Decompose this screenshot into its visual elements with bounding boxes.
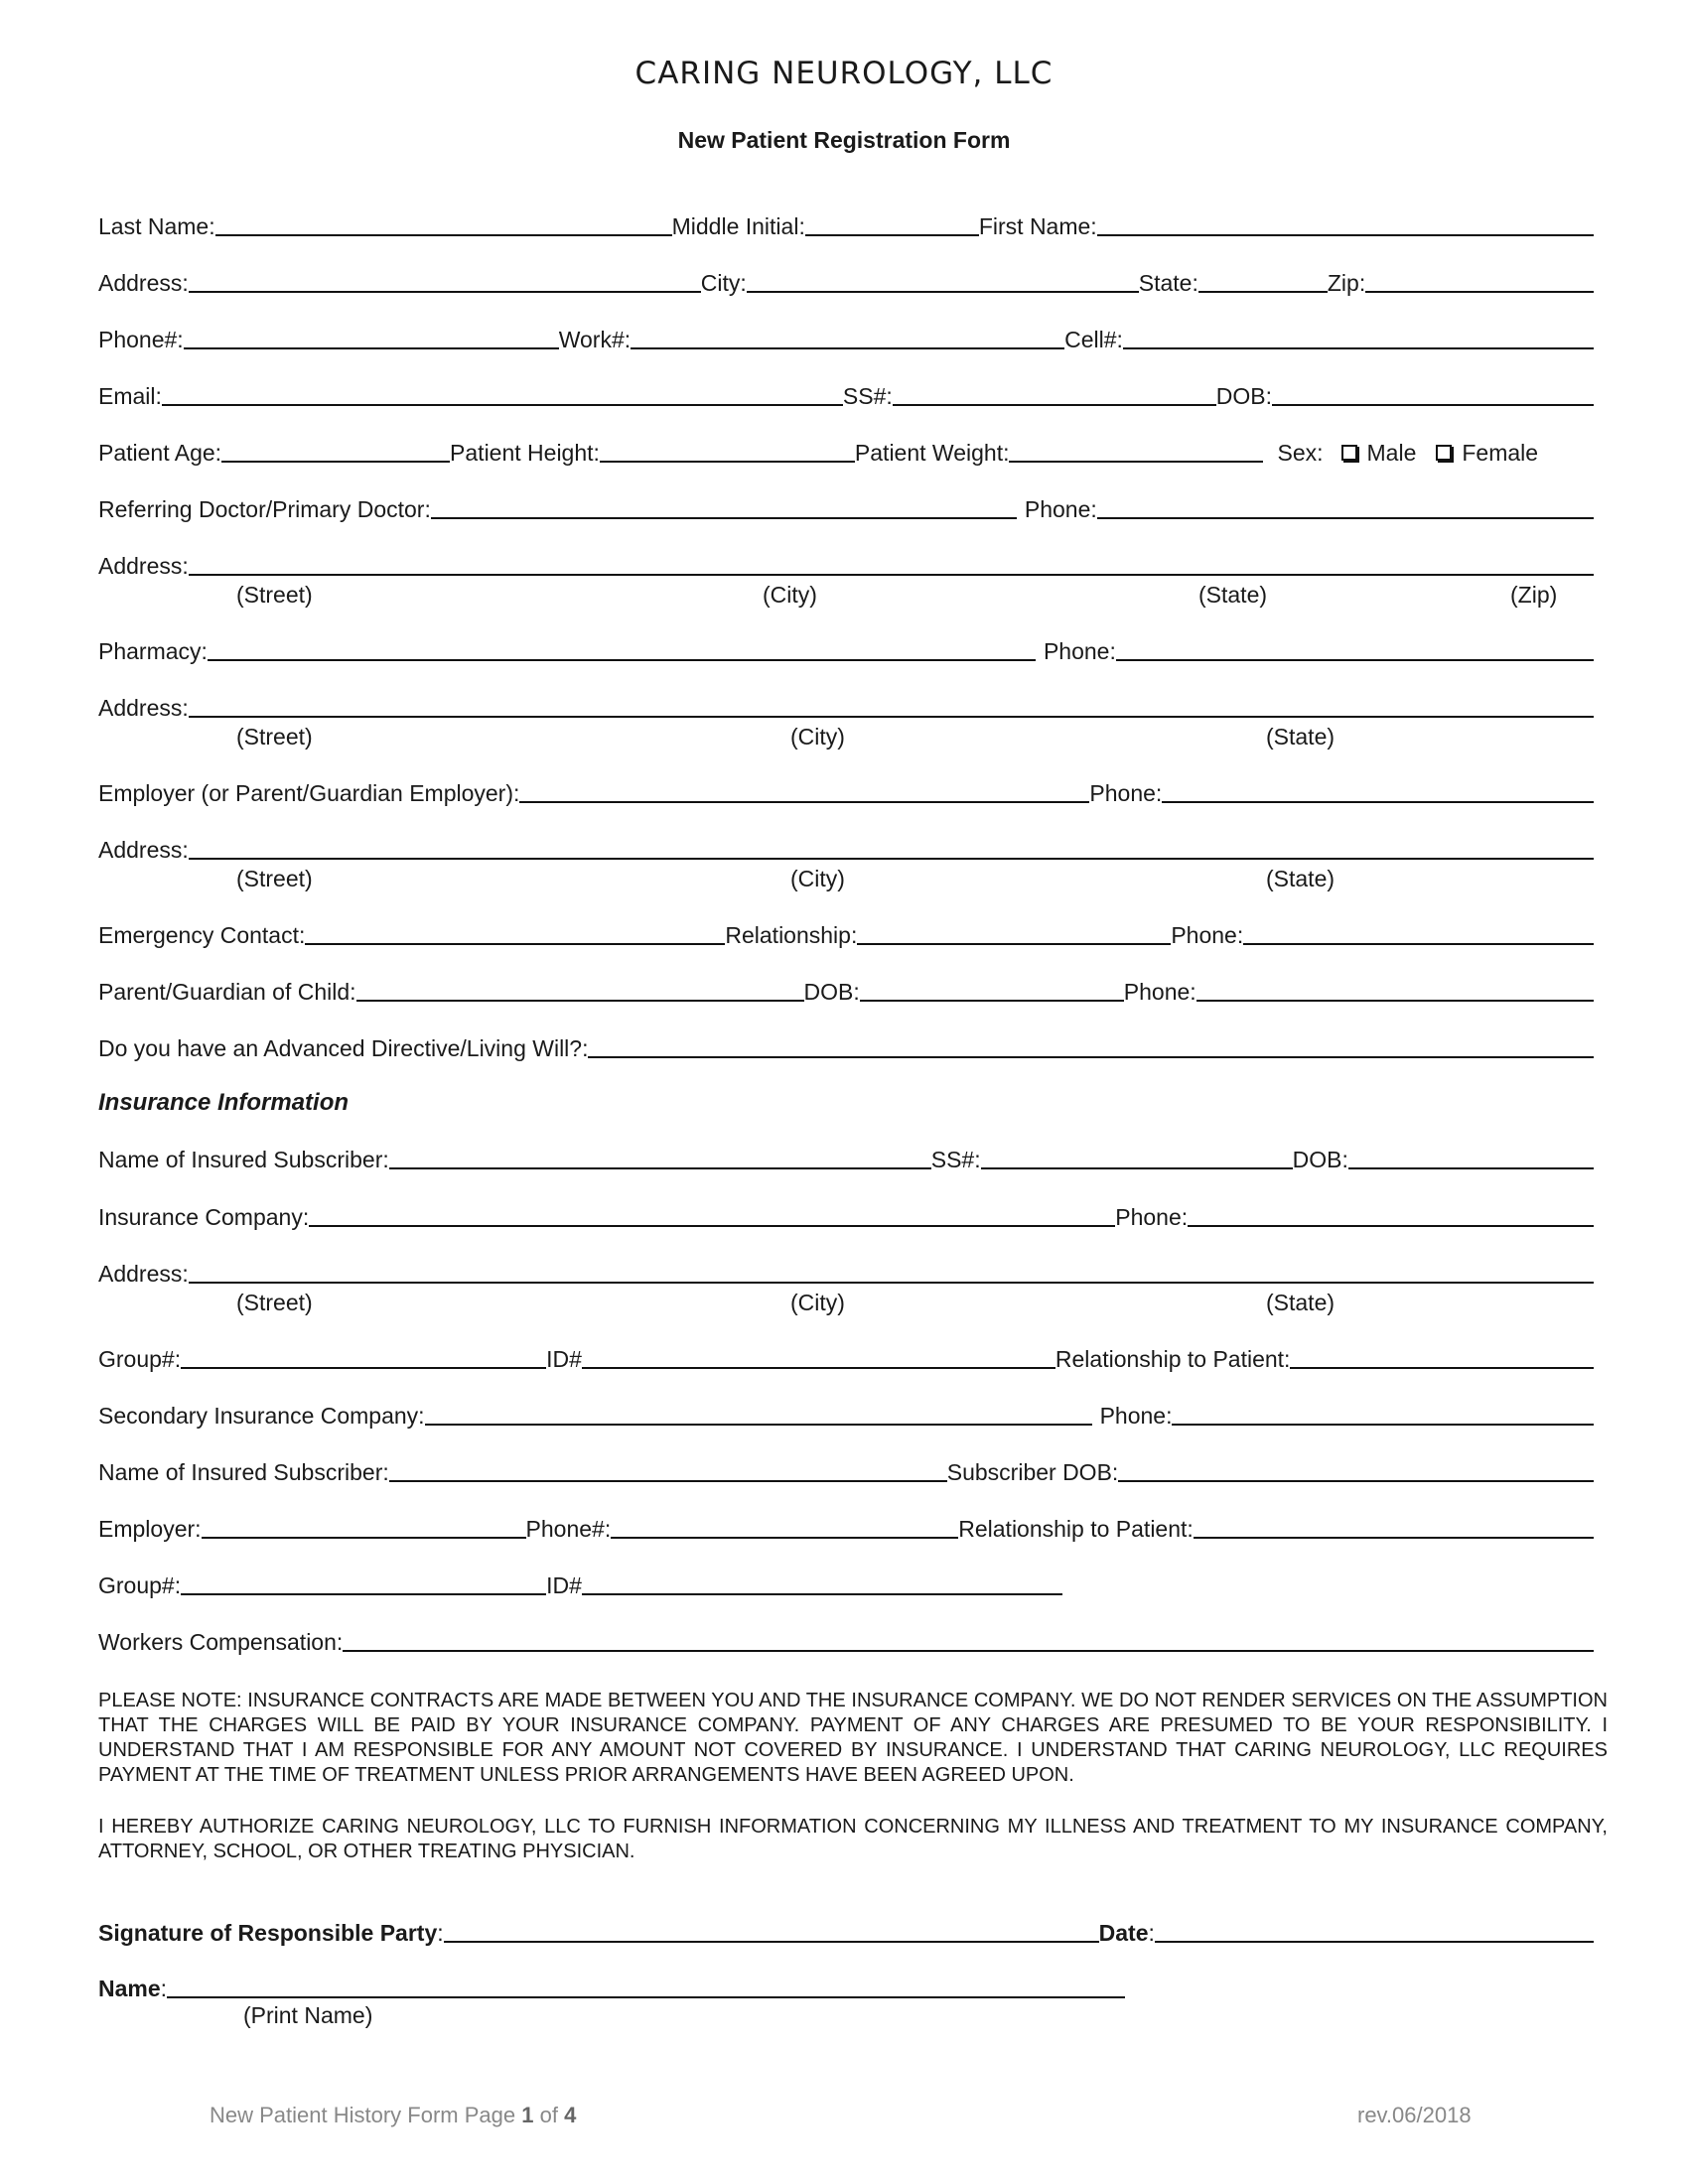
secondary-employer-phone-field[interactable] <box>611 1537 958 1539</box>
pharmacy-address-row <box>98 693 1594 721</box>
secondary-employer-phone-label: Phone#: <box>525 1516 612 1542</box>
insurance-address-label: Address: <box>98 1261 189 1287</box>
cell-field[interactable] <box>1123 347 1594 349</box>
male-checkbox[interactable] <box>1341 445 1357 461</box>
address-label: Address: <box>98 270 189 296</box>
phone-row <box>98 325 1594 352</box>
name-colon: : <box>160 1976 168 2001</box>
directive-label: Do you have an Advanced Directive/Living Will?: <box>98 1035 589 1061</box>
employer-row <box>98 778 1594 806</box>
organization-name: CARING NEUROLOGY, LLC <box>634 56 1054 91</box>
workers-comp-field[interactable] <box>343 1650 1594 1652</box>
cell-label: Cell#: <box>1064 327 1123 352</box>
page-footer <box>210 2103 576 2128</box>
insurance-state-caption: (State) <box>1266 1290 1336 1315</box>
ss-field[interactable] <box>893 404 1216 406</box>
secondary-employer-label: Employer: <box>98 1516 202 1542</box>
secondary-phone-field[interactable] <box>1172 1424 1594 1426</box>
guardian-label: Parent/Guardian of Child: <box>98 979 356 1005</box>
secondary-relationship-label: Relationship to Patient: <box>958 1516 1194 1542</box>
subscriber-dob-label: Subscriber DOB: <box>946 1459 1119 1485</box>
height-field[interactable] <box>600 461 855 463</box>
secondary-group-label: Group#: <box>98 1572 182 1598</box>
secondary-subscriber-label: Name of Insured Subscriber: <box>98 1459 389 1485</box>
email-label: Email: <box>98 383 162 409</box>
insured-dob-field[interactable] <box>1348 1167 1594 1169</box>
employer-label: Employer (or Parent/Guardian Employer): <box>98 780 520 806</box>
guardian-row <box>98 977 1594 1005</box>
guardian-dob-label: DOB: <box>803 979 860 1005</box>
referring-address-label: Address: <box>98 553 189 579</box>
date-colon: : <box>1148 1920 1155 1946</box>
date-field[interactable] <box>1155 1941 1594 1943</box>
date-label: Date <box>1098 1920 1149 1946</box>
insured-subscriber-label: Name of Insured Subscriber: <box>98 1147 389 1172</box>
city-label: City: <box>700 270 747 296</box>
insurance-company-row <box>98 1202 1594 1230</box>
id-label: ID# <box>546 1346 582 1372</box>
zip-label: Zip: <box>1327 270 1366 296</box>
employer-field[interactable] <box>519 801 1089 803</box>
secondary-subscriber-field[interactable] <box>389 1480 947 1482</box>
insurance-company-label: Insurance Company: <box>98 1204 310 1230</box>
group-field[interactable] <box>181 1367 546 1369</box>
referring-city-caption: (City) <box>763 582 817 608</box>
id-field[interactable] <box>582 1367 1055 1369</box>
email-row <box>98 381 1594 409</box>
referring-address-row <box>98 551 1594 579</box>
group-label: Group#: <box>98 1346 182 1372</box>
sex-label: Sex: <box>1277 440 1324 466</box>
referring-phone-label: Phone: <box>1024 496 1097 522</box>
dob-label: DOB: <box>1215 383 1273 409</box>
employer-address-row <box>98 835 1594 863</box>
secondary-id-label: ID# <box>546 1572 582 1598</box>
male-label: Male <box>1366 440 1417 466</box>
subscriber-dob-field[interactable] <box>1118 1480 1594 1482</box>
name-label: Name <box>98 1976 161 2001</box>
guardian-phone-field[interactable] <box>1196 1000 1594 1002</box>
height-label: Patient Height: <box>450 440 600 466</box>
address-row <box>98 268 1594 296</box>
insurance-street-caption: (Street) <box>236 1290 313 1315</box>
pharmacy-address-label: Address: <box>98 695 189 721</box>
insurance-heading: Insurance Information <box>98 1089 350 1116</box>
footer-of: of <box>533 2103 565 2127</box>
employer-phone-label: Phone: <box>1089 780 1163 806</box>
insured-subscriber-field[interactable] <box>389 1167 931 1169</box>
revision-label: rev.06/2018 <box>1357 2103 1472 2127</box>
insurance-phone-field[interactable] <box>1188 1225 1594 1227</box>
please-note-notice: PLEASE NOTE: INSURANCE CONTRACTS ARE MADE BETWEEN YOU AND THE INSURANCE COMPANY. WE DO NOT RENDER SERVICES ON THE ASSUMPTION THAT THE CHARGES WILL BE PAID BY YOUR INSURANCE COMPANY. PAYMENT OF ANY CHARGES ARE PRESUMED TO BE YOUR RESPONSIBILITY. I UNDERSTAND THAT I AM RESPONSIBLE FOR ANY AMOUNT NOT COVERED BY INSURANCE. I UNDERSTAND THAT CARING NEUROLOGY, LLC REQUIRES PAYMENT AT THE TIME OF TREATMENT UNLESS PRIOR ARRANGEMENTS HAVE BEEN AGREED UPON. <box>98 1690 1608 1786</box>
relationship-to-patient-field[interactable] <box>1290 1367 1594 1369</box>
referring-phone-field[interactable] <box>1097 517 1594 519</box>
insurance-phone-label: Phone: <box>1115 1204 1189 1230</box>
signature-label: Signature of Responsible Party <box>98 1920 438 1946</box>
phone-label: Phone#: <box>98 327 184 352</box>
female-label: Female <box>1462 440 1539 466</box>
insured-ss-field[interactable] <box>981 1167 1293 1169</box>
age-field[interactable] <box>221 461 450 463</box>
weight-field[interactable] <box>1009 461 1263 463</box>
age-label: Patient Age: <box>98 440 222 466</box>
secondary-company-label: Secondary Insurance Company: <box>98 1403 425 1429</box>
footer-page-total: 4 <box>564 2103 577 2127</box>
secondary-relationship-field[interactable] <box>1194 1537 1594 1539</box>
secondary-company-row <box>98 1401 1594 1429</box>
referring-street-caption: (Street) <box>236 582 313 608</box>
employer-address-label: Address: <box>98 837 189 863</box>
vitals-row <box>98 438 1594 466</box>
email-field[interactable] <box>162 404 843 406</box>
guardian-field[interactable] <box>356 1000 804 1002</box>
state-field[interactable] <box>1198 291 1328 293</box>
pharmacy-state-caption: (State) <box>1266 724 1336 750</box>
workers-comp-row <box>98 1627 1594 1655</box>
insured-ss-label: SS#: <box>930 1147 981 1172</box>
pharmacy-field[interactable] <box>208 659 1036 661</box>
secondary-employer-field[interactable] <box>202 1537 526 1539</box>
emergency-contact-label: Emergency Contact: <box>98 922 306 948</box>
state-label: State: <box>1138 270 1198 296</box>
authorization-notice: I HEREBY AUTHORIZE CARING NEUROLOGY, LLC TO FURNISH INFORMATION CONCERNING MY ILLNESS AND TREATMENT TO MY INSURANCE COMPANY, ATTORNEY, SCHOOL, OR OTHER TREATING PHYSICIAN. <box>98 1816 1608 1862</box>
weight-label: Patient Weight: <box>854 440 1010 466</box>
directive-field[interactable] <box>588 1056 1594 1058</box>
insured-subscriber-row <box>98 1145 1594 1172</box>
group-id-row <box>98 1344 1594 1372</box>
insurance-city-caption: (City) <box>790 1290 845 1315</box>
emergency-phone-field[interactable] <box>1243 943 1594 945</box>
emergency-contact-field[interactable] <box>305 943 725 945</box>
secondary-group-id-row <box>98 1570 1062 1598</box>
pharmacy-city-caption: (City) <box>790 724 845 750</box>
referring-zip-caption: (Zip) <box>1510 582 1558 608</box>
pharmacy-label: Pharmacy: <box>98 638 208 664</box>
sex-male-option[interactable] <box>1324 440 1417 466</box>
emergency-phone-label: Phone: <box>1171 922 1244 948</box>
guardian-dob-field[interactable] <box>860 1000 1124 1002</box>
signature-colon: : <box>437 1920 444 1946</box>
print-name-caption: (Print Name) <box>243 2002 373 2028</box>
secondary-subscriber-row <box>98 1457 1594 1485</box>
phone-field[interactable] <box>184 347 559 349</box>
signature-row <box>98 1918 1594 1946</box>
city-field[interactable] <box>747 291 1139 293</box>
signature-field[interactable] <box>444 1941 1099 1943</box>
referring-row <box>98 494 1594 522</box>
first-name-field[interactable] <box>1097 234 1594 236</box>
employer-phone-field[interactable] <box>1162 801 1594 803</box>
last-name-field[interactable] <box>215 234 672 236</box>
employer-city-caption: (City) <box>790 866 845 891</box>
insurance-address-field[interactable] <box>189 1282 1594 1284</box>
pharmacy-street-caption: (Street) <box>236 724 313 750</box>
footer-form-name: New Patient History Form Page <box>210 2103 522 2127</box>
pharmacy-row <box>98 636 1594 664</box>
insured-dob-label: DOB: <box>1292 1147 1348 1172</box>
sex-female-option[interactable] <box>1416 440 1538 466</box>
employer-street-caption: (Street) <box>236 866 313 891</box>
emergency-relationship-label: Relationship: <box>725 922 858 948</box>
secondary-employer-row <box>98 1514 1594 1542</box>
middle-initial-field[interactable] <box>805 234 979 236</box>
workers-comp-label: Workers Compensation: <box>98 1629 344 1655</box>
print-name-row <box>98 1974 1125 2001</box>
last-name-label: Last Name: <box>98 213 215 239</box>
insurance-address-row <box>98 1259 1594 1287</box>
footer-page-number: 1 <box>521 2103 534 2127</box>
pharmacy-address-field[interactable] <box>189 716 1594 718</box>
directive-row <box>98 1033 1594 1061</box>
secondary-phone-label: Phone: <box>1099 1403 1173 1429</box>
emergency-relationship-field[interactable] <box>857 943 1171 945</box>
pharmacy-phone-field[interactable] <box>1116 659 1594 661</box>
referring-address-field[interactable] <box>189 574 1594 576</box>
address-field[interactable] <box>189 291 701 293</box>
insurance-company-field[interactable] <box>309 1225 1115 1227</box>
secondary-id-field[interactable] <box>582 1593 1062 1595</box>
work-field[interactable] <box>631 347 1064 349</box>
first-name-label: First Name: <box>978 213 1097 239</box>
secondary-company-field[interactable] <box>425 1424 1092 1426</box>
referring-state-caption: (State) <box>1198 582 1268 608</box>
dob-field[interactable] <box>1272 404 1594 406</box>
secondary-group-field[interactable] <box>181 1593 546 1595</box>
print-name-field[interactable] <box>167 1996 1125 1998</box>
employer-address-field[interactable] <box>189 858 1594 860</box>
middle-initial-label: Middle Initial: <box>671 213 805 239</box>
referring-doctor-label: Referring Doctor/Primary Doctor: <box>98 496 431 522</box>
employer-state-caption: (State) <box>1266 866 1336 891</box>
emergency-row <box>98 920 1594 948</box>
name-row <box>98 211 1594 239</box>
pharmacy-phone-label: Phone: <box>1043 638 1116 664</box>
form-title: New Patient Registration Form <box>677 127 1011 153</box>
relationship-to-patient-label: Relationship to Patient: <box>1055 1346 1291 1372</box>
female-checkbox[interactable] <box>1436 445 1452 461</box>
work-label: Work#: <box>558 327 632 352</box>
referring-doctor-field[interactable] <box>431 517 1017 519</box>
guardian-phone-label: Phone: <box>1123 979 1196 1005</box>
ss-label: SS#: <box>842 383 893 409</box>
zip-field[interactable] <box>1365 291 1594 293</box>
